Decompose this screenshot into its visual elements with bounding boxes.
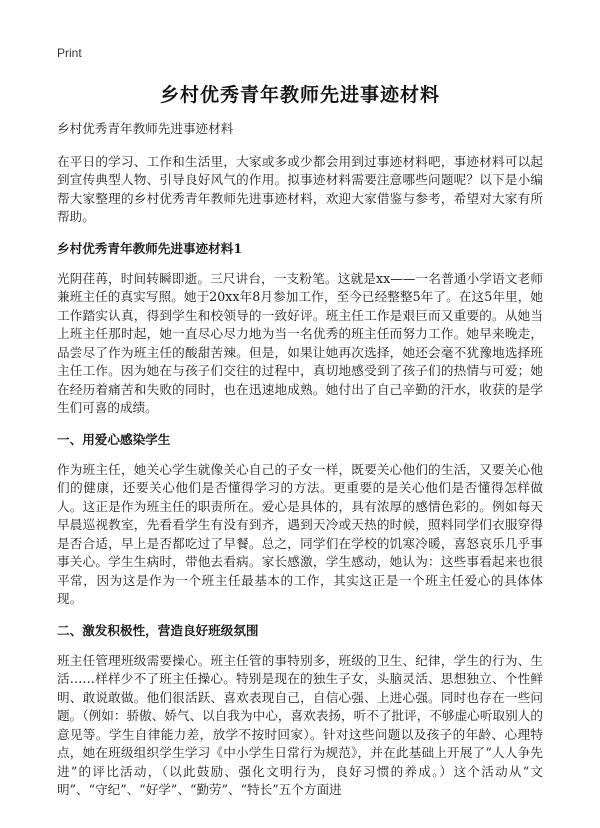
subheading-care: 一、用爱心感染学生 (57, 431, 171, 447)
care-paragraph: 作为班主任，她关心学生就像关心自己的子女一样，既要关心他们的生活，又要关心他们的健康，还要关心他们是否懂得学习的方法。更重要的是关心他们是否懂得怎样做人。这正是作为班主任的职责所在。爱心是具体的，具有浓厚的感情色彩的。例如每天早晨巡视教室，先看看学生有没有到齐，遇到天冷或天热的时候，照料同学们衣服穿得是否合适，早上是否都吃过了早餐。总之，同学们在学校的饥寒冷暖，喜怒哀乐几乎事事关心。学生生病时，带他去看病。家长感激，学生感动，她认为：这些事看起来也很平常，因为这是作为一个班主任最基本的工作，其实这正是一个班主任爱心的具体体现。 (57, 461, 543, 606)
motivation-paragraph: 班主任管理班级需要操心。班主任管的事特别多，班级的卫生、纪律，学生的行为、生活……样样少不了班主任操心。特别是现在的独生子女，头脑灵活、思想独立、个性鲜明、敢说敢做。他们很活跃、喜欢表现自己，自信心强、上进心强。同时也存在一些问题。（例如：骄傲、娇气、以自我为中心，喜欢表扬，听不了批评，不够虚心听取别人的意见等。学生自律能力差，放学不按时回家）。针对这些问题以及孩子的年龄、心理特点，她在班级组织学生学习《中小学生日常行为规范》，并在此基础上开展了“人人争先进”的评比活动，（以此鼓励、强化文明行为，良好习惯的养成。）这个活动从“文明”、“守纪”、“好学”、“勤劳”、“特长”五个方面进 (57, 652, 543, 797)
section-heading-1: 乡村优秀青年教师先进事迹材料1 (57, 240, 243, 256)
article-body (57, 120, 543, 813)
intro-paragraph: 在平日的学习、工作和生活里，大家或多或少都会用到过事迹材料吧，事迹材料可以起到宣传典型人物、引导良好风气的作用。拟事迹材料需要注意哪些问题呢？以下是小编帮大家整理的乡村优秀青年教师先进事迹材料，欢迎大家借鉴与参考，希望对大家有所帮助。 (57, 153, 543, 224)
print-link[interactable]: Print (57, 46, 82, 60)
section-1-paragraph: 光阴荏苒，时间转瞬即逝。三尺讲台，一支粉笔。这就是xx——一名普通小学语文老师兼班主任的真实写照。她于20xx年8月参加工作，至今已经整整5年了。在这5年里，她工作踏实认真，得到学生和校领导的一致好评。班主任工作是艰巨而又重要的。从她当上班主任那时起，她一直尽心尽力地为当一名优秀的班主任而努力工作。她早来晚走，品尝尽了作为班主任的酸甜苦辣。但是，如果让她再次选择，她还会毫不犹豫地选择班主任工作。因为她在与孩子们交往的过程中，真切地感受到了孩子们的热情与可爱；她在经历着痛苦和失败的同时，也在迅速地成熟。她付出了自己辛勤的汗水，收获的是学生们可喜的成绩。 (57, 270, 543, 415)
page-title: 乡村优秀青年教师先进事迹材料 (159, 84, 440, 106)
article-subtitle: 乡村优秀青年教师先进事迹材料 (57, 121, 234, 136)
subheading-motivation: 二、激发积极性，营造良好班级氛围 (57, 622, 259, 638)
